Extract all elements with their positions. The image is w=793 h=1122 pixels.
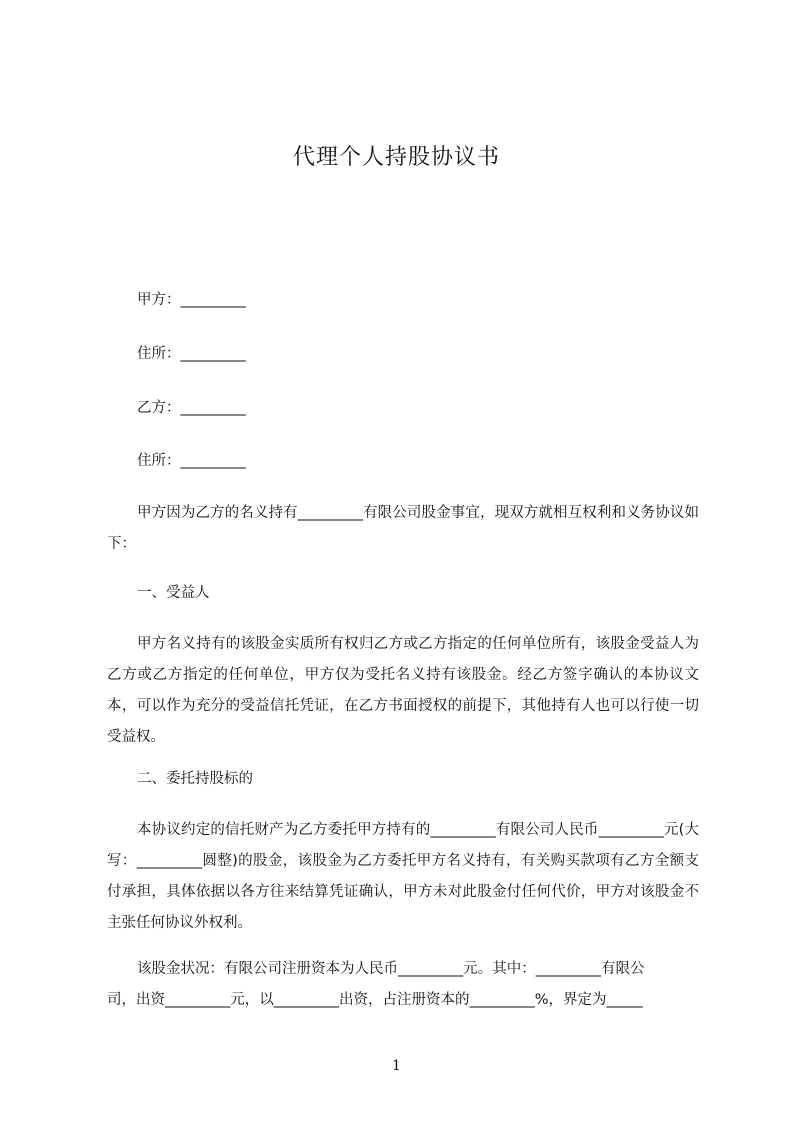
equity-status-line-1: 该股金状况：有限公司注册资本为人民币_________元。其中：_________有限公 xyxy=(137,961,645,977)
section-2-paragraph: 本协议约定的信托财产为乙方委托甲方持有的_________有限公司人民币_________元(大写：_________圆整)的股金，该股金为乙方委托甲方名义持有，有关购买款项有乙方全额支付承担，具体依据以各方往来结算凭证确认，甲方未对此股金付任何代价，甲方对该股金不主张任何协议外权利。 xyxy=(107,822,699,931)
page-number: 1 xyxy=(392,1058,401,1074)
section-1-heading: 一、受益人 xyxy=(137,585,210,601)
equity-status-line-2: 司，出资_________元，以_________出资，占注册资本的_________%，界定为_____ xyxy=(107,992,643,1008)
party-b-address-line: 住所：_________ xyxy=(137,453,246,469)
section-1-paragraph: 甲方名义持有的该股金实质所有权归乙方或乙方指定的任何单位所有，该股金受益人为乙方或乙方指定的任何单位，甲方仅为受托名义持有该股金。经乙方签字确认的本协议文本，可以作为充分的受益信托凭证，在乙方书面授权的前提下，其他持有人也可以行使一切受益权。 xyxy=(107,636,699,745)
party-a-address-line: 住所：_________ xyxy=(137,346,246,362)
document-title: 代理个人持股协议书 xyxy=(292,145,500,170)
intro-paragraph: 甲方因为乙方的名义持有_________有限公司股金事宜，现双方就相互权利和义务协议如下： xyxy=(107,505,699,552)
section-2-heading: 二、委托持股标的 xyxy=(137,771,253,787)
party-a-line: 甲方：_________ xyxy=(137,292,246,308)
party-b-line: 乙方：_________ xyxy=(137,400,246,416)
